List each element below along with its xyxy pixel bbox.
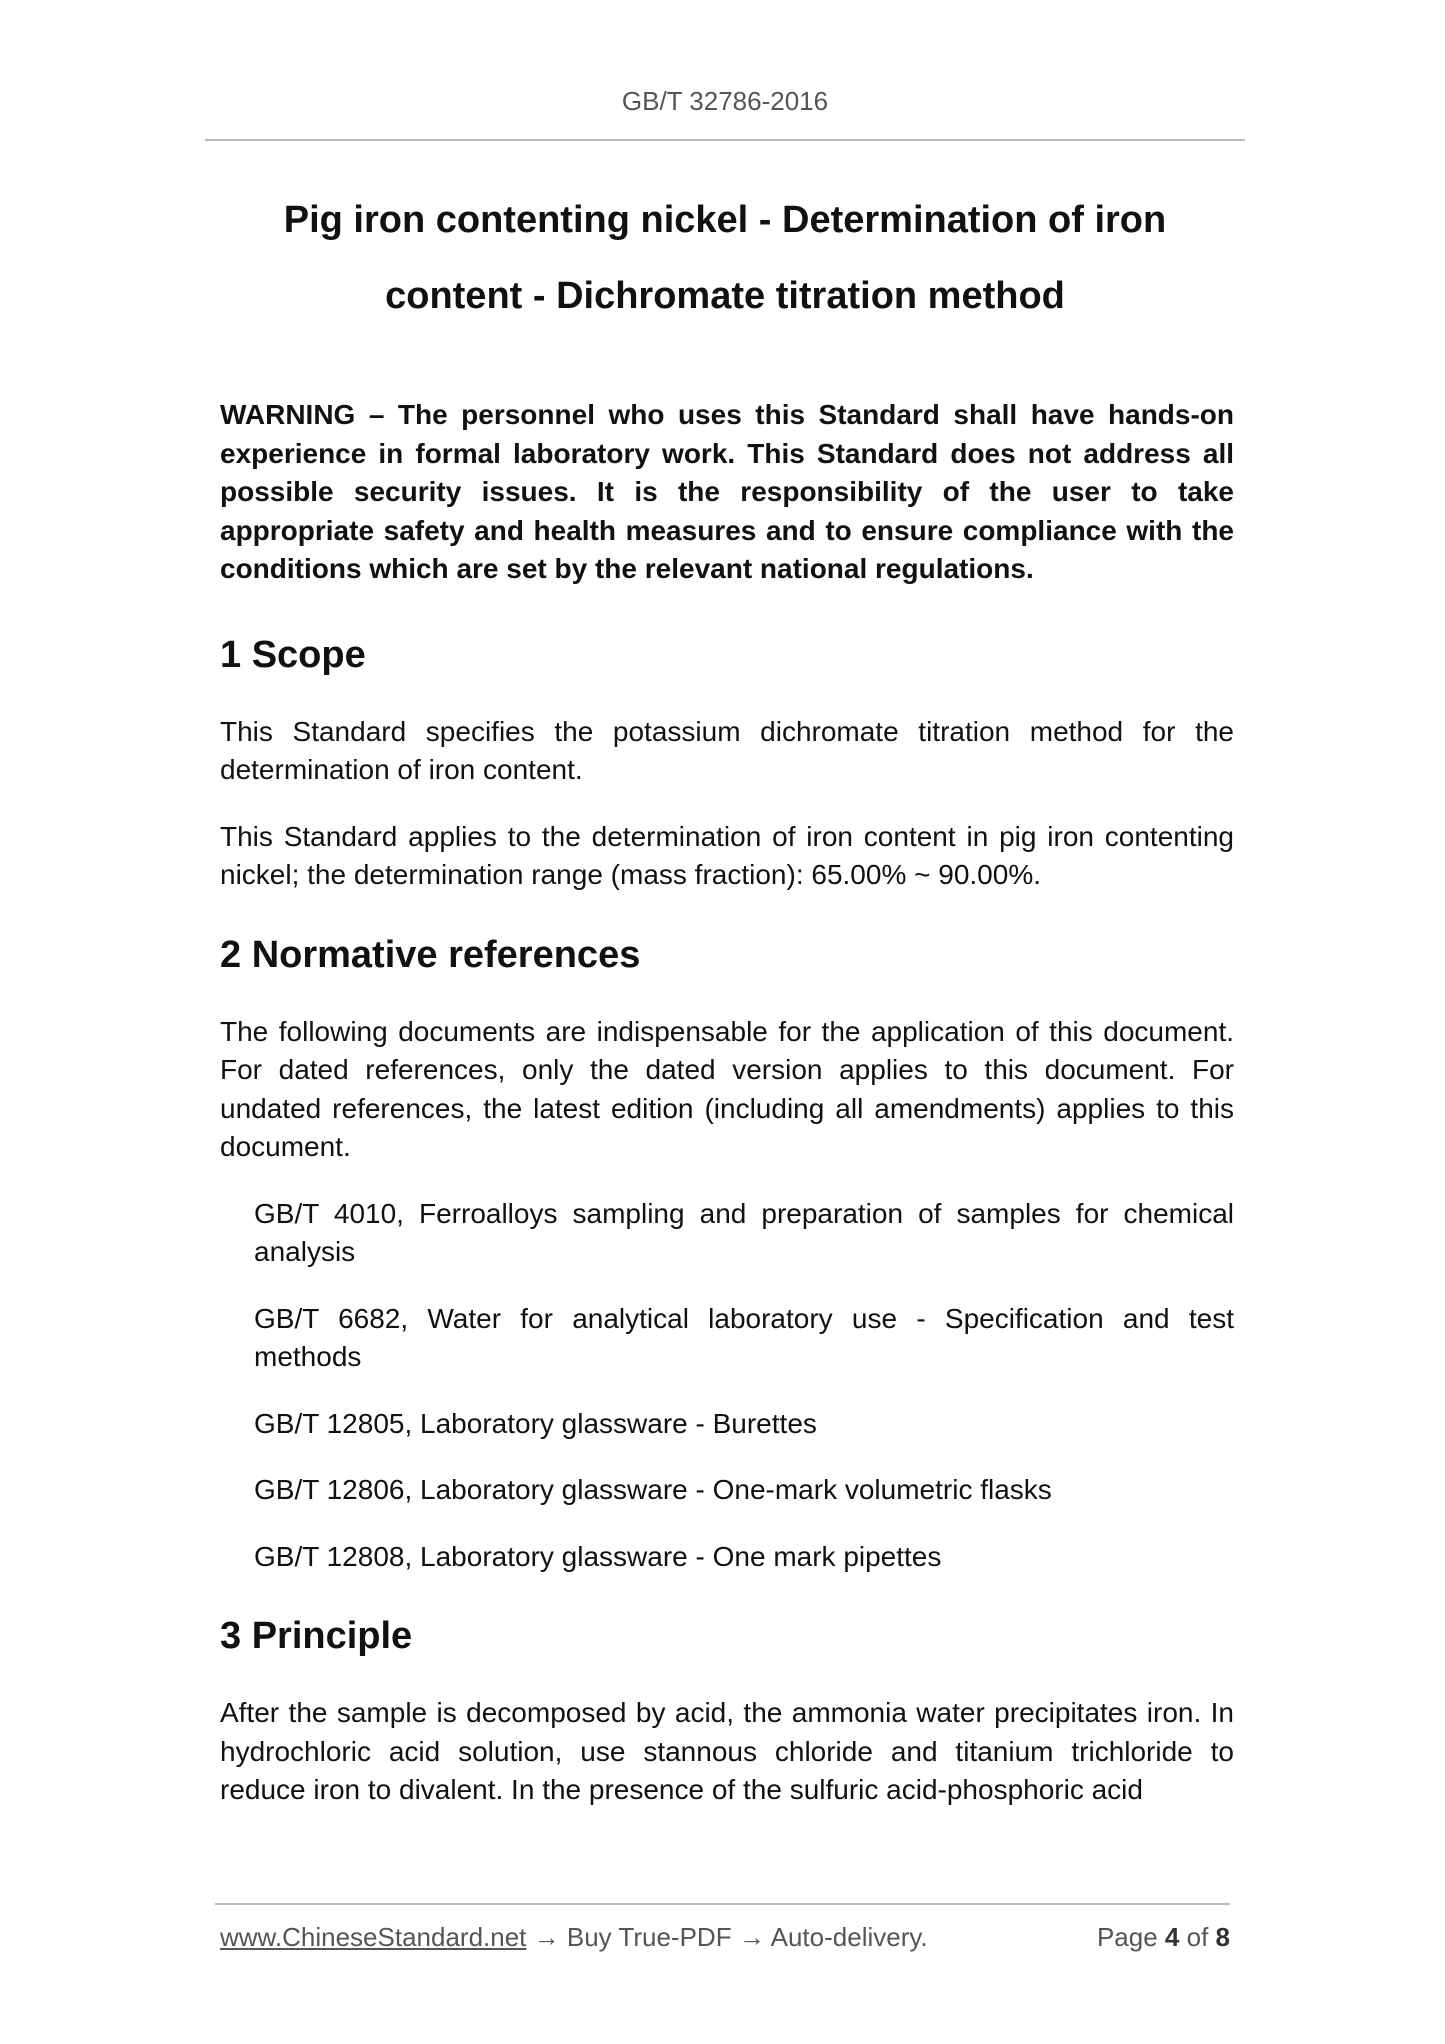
normative-intro: The following documents are indispensable for the application of this document. For dated references, only the dated version applies to this document. For undated references, the latest edition (including all amendments) applies to this document. — [220, 1015, 1234, 1162]
arrow-right-icon: → — [533, 1922, 560, 1952]
section-heading-scope: 1 Scope — [220, 633, 366, 676]
arrow-right-icon: → — [738, 1922, 765, 1952]
scope-paragraph-2: This Standard applies to the determination of iron content in pig iron contenting nickel; the determination range (mass fraction): 65.00% ~ 90.00%. — [220, 820, 1234, 890]
document-body — [220, 396, 1234, 1838]
section-heading-normative-references: 2 Normative references — [220, 933, 641, 976]
warning-notice: WARNING – The personnel who uses this Standard shall have hands-on experience in formal laboratory work. This Standard does not address all possible security issues. It is the responsibility of the user to take appropriate safety and health measures and to ensure compliance with the conditions which are set by the relevant national regulations. — [220, 399, 1234, 584]
section-heading-principle: 3 Principle — [220, 1615, 413, 1657]
page-footer — [220, 1922, 1230, 1953]
page-total: 8 — [1215, 1922, 1230, 1952]
document-title-line-2: content - Dichromate titration method — [385, 275, 1065, 317]
principle-paragraph: After the sample is decomposed by acid, the ammonia water precipitates iron. In hydrochloric acid solution, use stannous chloride and titanium trichloride to reduce iron to divalent. In the presence of the sulfuric acid-phosphoric acid — [220, 1697, 1234, 1805]
reference-item: GB/T 12808, Laboratory glassware - One mark pipettes — [254, 1540, 942, 1572]
reference-item: GB/T 12806, Laboratory glassware - One-mark volumetric flasks — [254, 1474, 1052, 1505]
page-of-label: of — [1186, 1922, 1209, 1952]
document-title — [205, 182, 1245, 334]
page-indicator — [1097, 1922, 1230, 1953]
footer-divider — [215, 1903, 1230, 1905]
reference-item: GB/T 12805, Laboratory glassware - Burettes — [254, 1407, 817, 1439]
header-divider — [205, 139, 1245, 141]
page-header-doc-code: GB/T 32786-2016 — [621, 86, 829, 116]
footer-website-link[interactable]: www.ChineseStandard.net — [220, 1922, 527, 1952]
page-label: Page — [1096, 1922, 1158, 1952]
scope-paragraph-1: This Standard specifies the potassium dichromate titration method for the determination of iron content. — [220, 715, 1234, 785]
page-current: 4 — [1164, 1922, 1180, 1952]
reference-list — [220, 1195, 1234, 1577]
footer-delivery-text: Auto-delivery. — [770, 1922, 928, 1952]
reference-item: GB/T 6682, Water for analytical laboratory use - Specification and test methods — [254, 1302, 1234, 1372]
reference-item: GB/T 4010, Ferroalloys sampling and preparation of samples for chemical analysis — [254, 1197, 1234, 1267]
footer-buy-text: Buy True-PDF — [566, 1922, 732, 1952]
footer-left — [220, 1922, 928, 1953]
document-title-line-1: Pig iron contenting nickel - Determination of iron — [283, 199, 1167, 241]
